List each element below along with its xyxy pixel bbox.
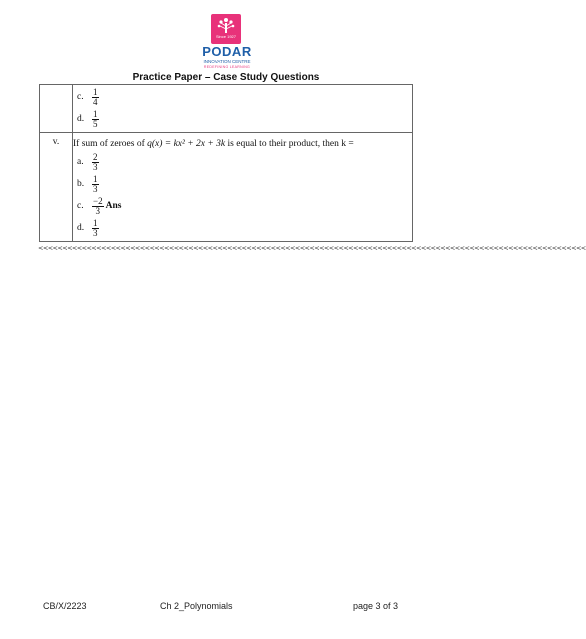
logo-tagline: REDEFINING LEARNING bbox=[203, 65, 251, 69]
numerator: 1 bbox=[93, 217, 98, 228]
question-number-cell bbox=[40, 85, 73, 133]
option-label: a. bbox=[77, 157, 84, 167]
question-content bbox=[73, 85, 413, 133]
fraction bbox=[92, 110, 99, 129]
option-label: d. bbox=[77, 114, 85, 124]
logo-subtitle: INNOVATION CENTRE bbox=[203, 59, 251, 64]
question-text-before: If sum of zeroes of bbox=[73, 139, 145, 149]
option-label: b. bbox=[77, 179, 85, 189]
prev-question-row bbox=[40, 85, 413, 133]
fraction bbox=[92, 88, 99, 107]
option-d bbox=[73, 217, 412, 239]
question-math: q(x) = kx² + 2x + 3k bbox=[147, 139, 226, 149]
logo-emblem bbox=[211, 14, 241, 44]
option-d bbox=[73, 108, 412, 130]
option-label: c. bbox=[77, 201, 84, 211]
logo-since: Since 1927 bbox=[215, 34, 236, 39]
fraction bbox=[92, 219, 99, 238]
option-a bbox=[73, 151, 412, 173]
page-title: Practice Paper – Case Study Questions bbox=[132, 72, 320, 83]
footer-code: CB/X/2223 bbox=[43, 601, 87, 611]
question-v-row bbox=[40, 133, 413, 242]
fraction bbox=[92, 197, 104, 216]
numerator: 2 bbox=[93, 151, 98, 162]
footer-page: page 3 of 3 bbox=[353, 601, 399, 611]
denominator: 3 bbox=[93, 183, 98, 194]
numerator: 1 bbox=[93, 86, 98, 97]
denominator: 3 bbox=[93, 227, 98, 238]
fraction bbox=[92, 153, 99, 172]
denominator: 4 bbox=[93, 96, 98, 107]
option-label: d. bbox=[77, 223, 85, 233]
footer-chapter: Ch 2_Polynomials bbox=[160, 601, 233, 611]
numerator: 1 bbox=[93, 173, 98, 184]
denominator: 3 bbox=[95, 205, 101, 216]
podar-logo bbox=[199, 14, 255, 72]
tree-icon bbox=[211, 14, 241, 44]
logo-name: PODAR bbox=[202, 44, 252, 59]
question-text-after: is equal to their product, then k = bbox=[227, 139, 354, 149]
option-c bbox=[73, 195, 412, 217]
option-b bbox=[73, 173, 412, 195]
numerator: 1 bbox=[93, 108, 98, 119]
end-separator: <<<<<<<<<<<<<<<<<<<<<<<<<<<<<<<<<<<<<<<<<<<<<<<<<<<<<<<<<<<<<<<<<<<<<<<<<<<<<<<<<<<<<<<<<<<<<<<<<<<<<<<<<<<<<<<<< bbox=[38, 244, 586, 252]
denominator: 3 bbox=[93, 161, 98, 172]
option-c bbox=[73, 86, 412, 108]
answer-mark: Ans bbox=[105, 201, 122, 211]
fraction bbox=[92, 175, 99, 194]
numerator: −2 bbox=[93, 195, 103, 206]
question-table bbox=[39, 84, 413, 242]
question-text bbox=[73, 137, 412, 151]
question-number: v. bbox=[40, 133, 73, 242]
option-label: c. bbox=[77, 92, 84, 102]
question-content bbox=[73, 133, 413, 242]
denominator: 5 bbox=[93, 118, 98, 129]
